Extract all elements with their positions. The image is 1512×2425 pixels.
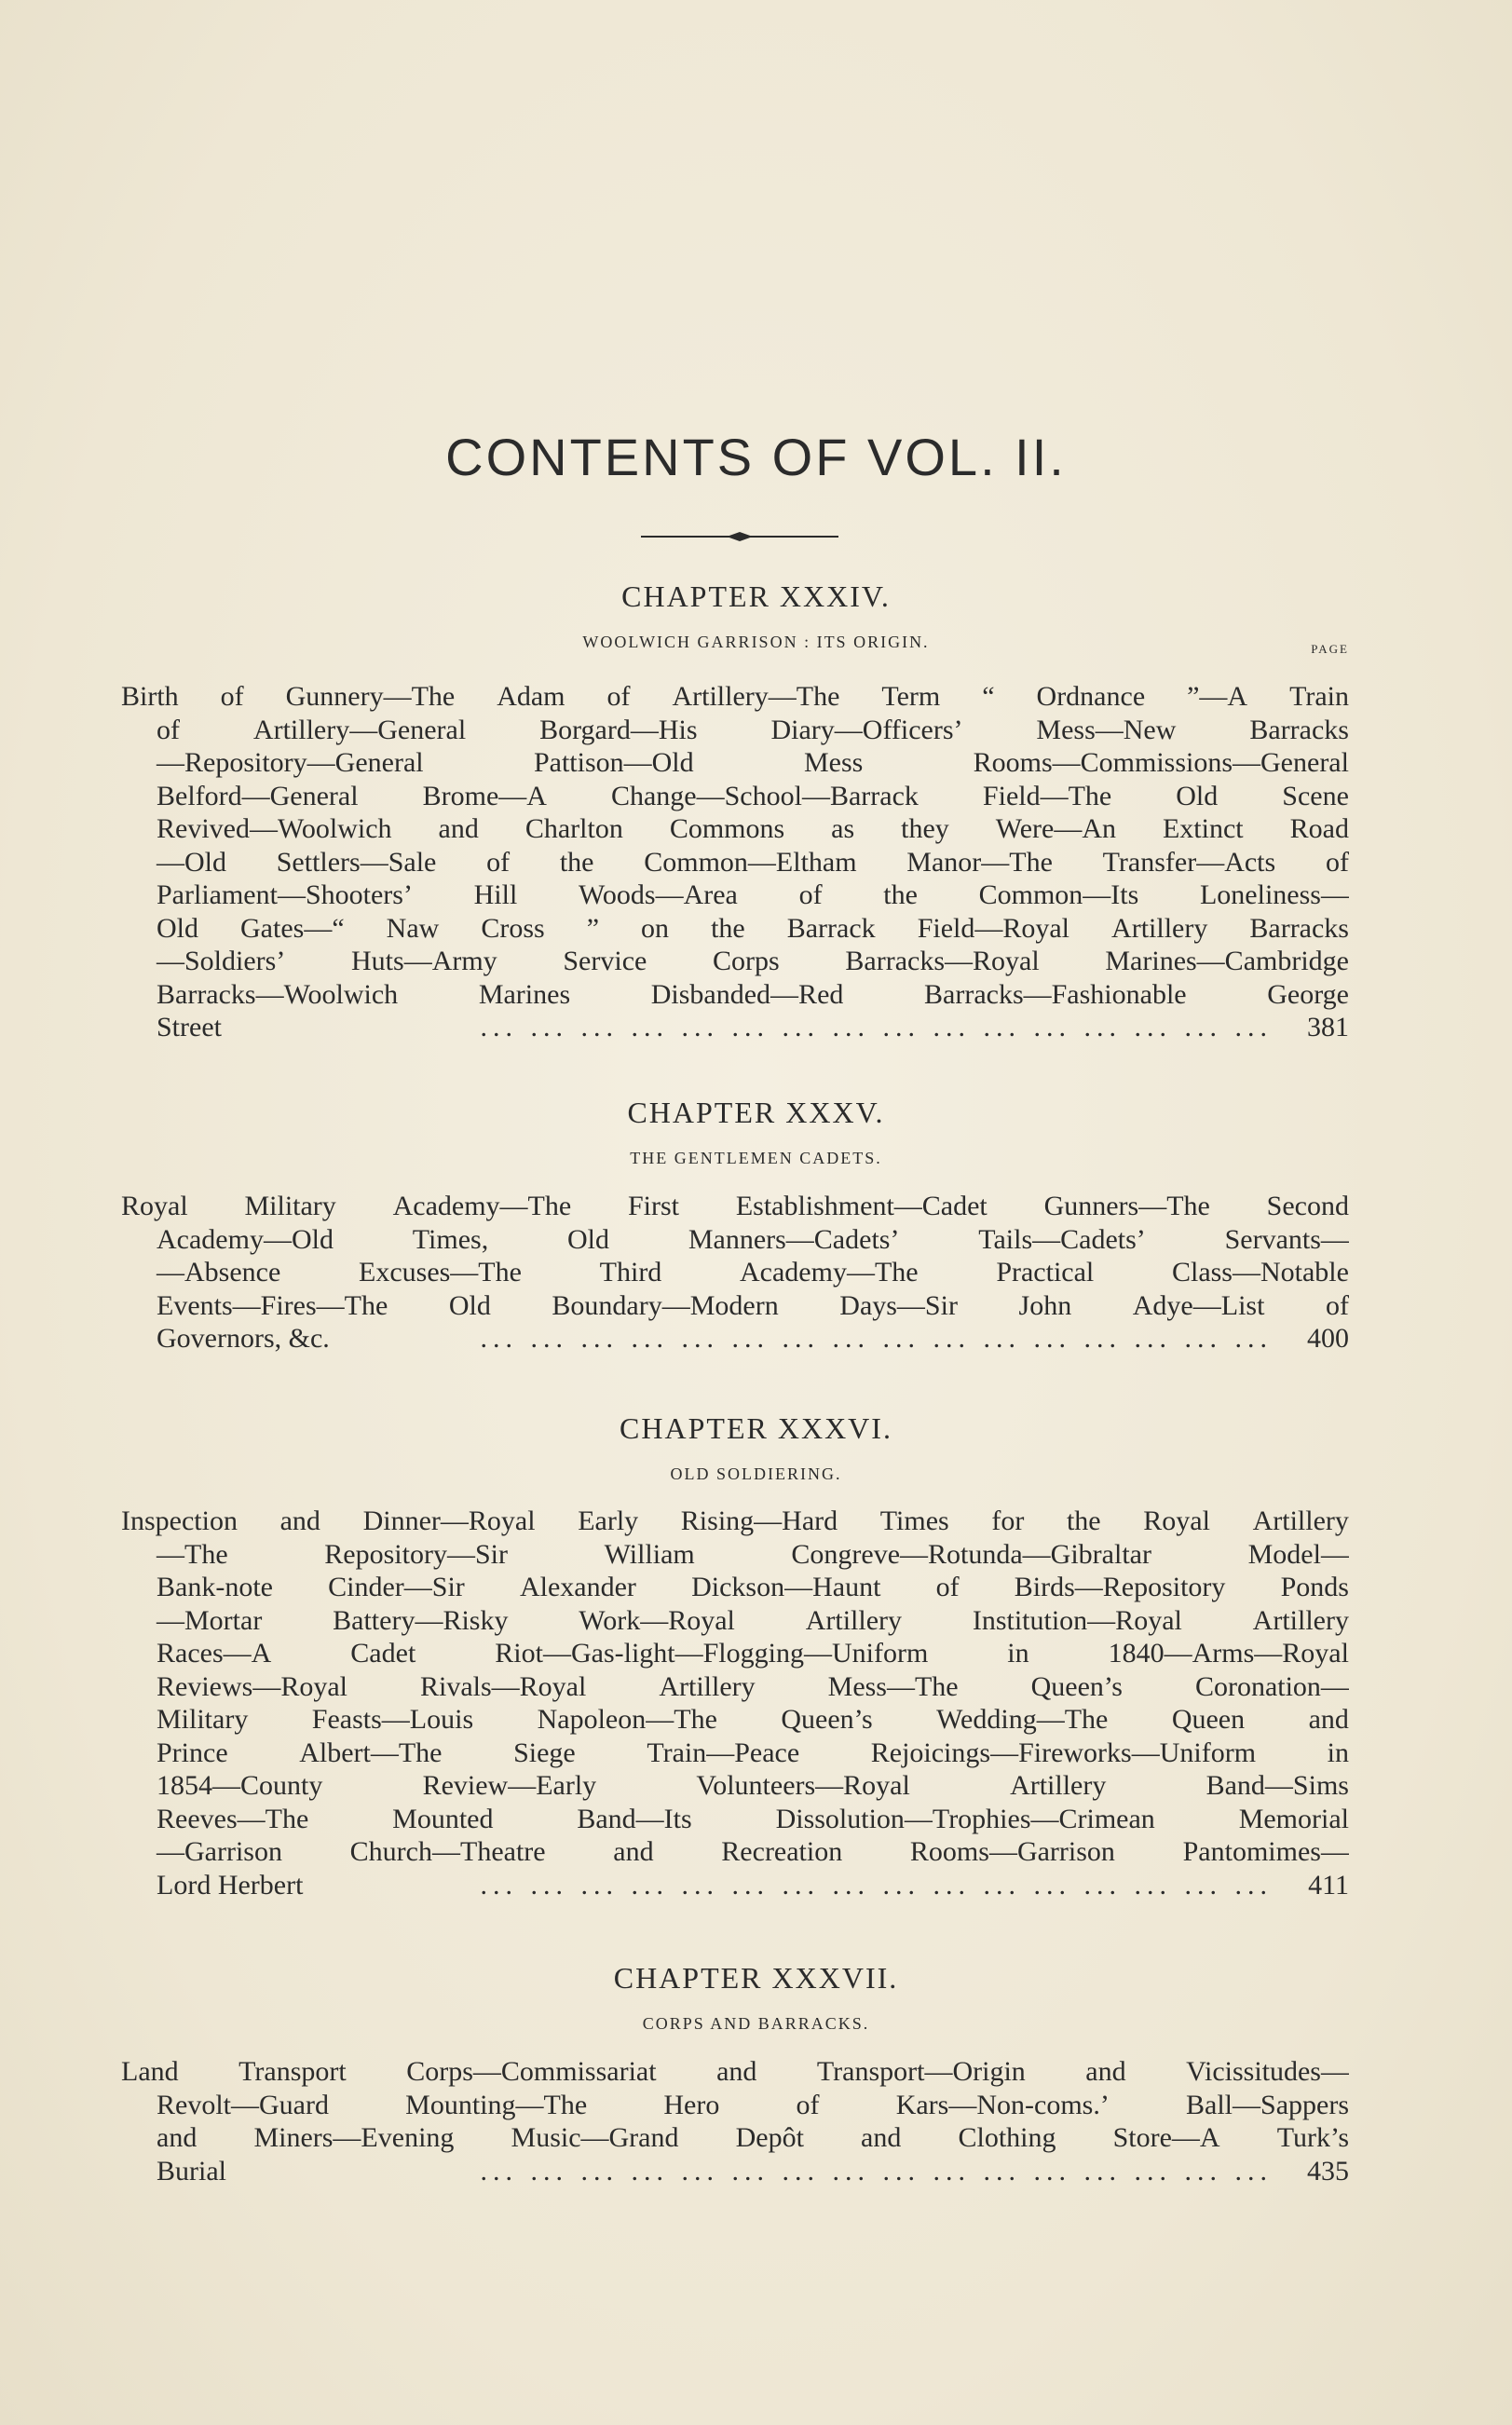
entry-word: and	[157, 2122, 198, 2153]
entry-word: Royal	[121, 1191, 188, 1221]
entry-line	[121, 1803, 1349, 1836]
entry-word: Feasts—Louis	[311, 1704, 474, 1735]
entry-word: Service	[563, 946, 647, 976]
entry-line	[121, 1571, 1349, 1604]
entry-word: Military	[244, 1191, 336, 1221]
entry-word: and	[438, 813, 479, 844]
entry-word: Parliament—Shooters’	[157, 879, 413, 910]
entry-word: Tails—Cadets’	[978, 1223, 1146, 1255]
entry-word: of	[1325, 1289, 1349, 1321]
entry-word: Gunners—The	[1043, 1191, 1210, 1221]
entry-word: Artillery	[1252, 1604, 1349, 1636]
entry-word: 1854—County	[157, 1770, 323, 1801]
entry-word: Mounting—The	[405, 2089, 588, 2120]
entry-word: Bank-note	[157, 1572, 273, 1602]
entry-word: Second	[1266, 1191, 1349, 1221]
dot-leader: ... ... ... ... ... ... ... ... ... ... ... ... ... ... ... ...	[480, 2155, 1273, 2187]
entry-last-line	[121, 1011, 1349, 1044]
entry-word: Barracks—Woolwich	[157, 978, 399, 1010]
entry-word: of	[606, 681, 631, 712]
entry-line	[121, 2121, 1349, 2155]
entry-word: Artillery	[805, 1604, 903, 1636]
entry-word: Loneliness—	[1199, 879, 1349, 910]
entry-word: Kars—Non-coms.’	[895, 2089, 1110, 2120]
entry-word: Rejoicings—Fireworks—Uniform	[870, 1737, 1257, 1768]
chapter-xxxv	[0, 1096, 1512, 1168]
entry-word: Adye—List	[1132, 1289, 1265, 1321]
entry-tail-text: Street	[157, 1012, 222, 1042]
entry-word: and	[279, 1505, 320, 1536]
entry-word: Woods—Area	[579, 879, 738, 910]
entry-word: Corps	[713, 946, 780, 976]
entry-word: Scene	[1282, 780, 1349, 811]
entry-word: Siege	[513, 1737, 576, 1768]
entry-word: Artillery—The	[672, 681, 840, 712]
entry-word: —Mortar	[157, 1604, 263, 1636]
entry-word: Settlers—Sale	[276, 846, 437, 878]
entry-word: Cadet	[350, 1638, 416, 1669]
entry-word: and	[613, 1836, 654, 1867]
entry-line	[121, 1223, 1349, 1257]
entry-word: —The	[157, 1538, 228, 1570]
entry-word: Old	[567, 1223, 610, 1255]
entry-word: Birth	[121, 681, 179, 712]
entry-word: in	[1327, 1737, 1349, 1768]
entry-word: Practical	[996, 1257, 1095, 1287]
entry-tail-text: Governors, &c.	[157, 1323, 330, 1354]
ornament-divider	[641, 531, 838, 542]
entry-word: Barracks—Royal	[845, 946, 1040, 976]
entry-word: Manor—The	[906, 846, 1053, 878]
entry-word: John	[1018, 1289, 1072, 1321]
page-number: 435	[1307, 2155, 1349, 2187]
entry-word: and	[861, 2122, 902, 2153]
entry-word: Band—Its	[577, 1803, 692, 1834]
entry-word: Queen	[1171, 1704, 1246, 1735]
entry-word: Manners—Cadets’	[688, 1223, 900, 1255]
entry-word: Royal	[1143, 1505, 1210, 1536]
entry-word: Diary—Officers’	[770, 714, 963, 745]
entry-word: Cinder—Sir	[328, 1572, 465, 1602]
entry-word: Revived—Woolwich	[157, 813, 392, 844]
chapter-xxxvi	[0, 1411, 1512, 1484]
entry-word: Were—An	[995, 813, 1116, 844]
entry-word: —Soldiers’	[157, 946, 286, 976]
entry-word: Alexander	[519, 1572, 636, 1602]
entry-word: Miners—Evening	[253, 2122, 455, 2153]
entry-word: Train	[1289, 681, 1349, 712]
entry-word: Barracks	[1249, 912, 1349, 944]
chapter-subtitle: OLD SOLDIERING.	[670, 1465, 842, 1483]
entry-word: Vicissitudes—	[1186, 2056, 1349, 2087]
entry-word: Mess—New	[1036, 714, 1177, 745]
entry-word: Change—School—Barrack	[610, 780, 919, 811]
entry-word: Charlton	[524, 813, 623, 844]
entry-word: Music—Grand	[511, 2122, 679, 2153]
entry-word: Belford—General	[157, 780, 359, 811]
entry-word: Early	[578, 1505, 639, 1536]
entry-word: as	[831, 813, 855, 844]
entry-word: the	[559, 846, 594, 878]
entry-word: Reviews—Royal	[157, 1670, 347, 1702]
entry-word: Inspection	[121, 1505, 238, 1536]
chapter-subtitle	[0, 633, 1512, 656]
entry-word: Dickson—Haunt	[691, 1572, 881, 1602]
entry-word: Model—	[1247, 1538, 1349, 1570]
entry-word: Transfer—Acts	[1102, 846, 1276, 878]
entry-word: Transport—Origin	[816, 2056, 1026, 2087]
chapter-xxxiv	[0, 579, 1512, 656]
chapter-number: CHAPTER XXXVII.	[613, 1961, 899, 1995]
entry-line	[121, 2089, 1349, 2122]
entry-word: Clothing	[958, 2122, 1056, 2153]
entry-line	[121, 1538, 1349, 1572]
entry-word: Work—Royal	[579, 1604, 735, 1636]
entry-line	[121, 780, 1349, 813]
entry-word: —Repository—General	[157, 747, 424, 778]
entry-word: for	[991, 1505, 1025, 1536]
entry-word: Gates—“	[240, 912, 345, 944]
entry-word: Old	[157, 912, 198, 944]
entry-word: Brome—A	[422, 780, 547, 811]
entry-word: Military	[157, 1704, 249, 1735]
entry-word: Corps—Commissariat	[406, 2056, 657, 2087]
entry-word: Ordnance	[1036, 681, 1146, 712]
entry-word: Napoleon—The	[537, 1704, 717, 1735]
entry-line	[121, 978, 1349, 1012]
entry-word: Road	[1289, 813, 1349, 844]
entry-word: Land	[121, 2056, 179, 2087]
chapter-entry	[121, 2055, 1349, 2187]
entry-word: Dissolution—Trophies—Crimean	[775, 1803, 1155, 1834]
entry-word: Train—Peace	[647, 1737, 800, 1768]
entry-line	[121, 2055, 1349, 2089]
entry-word: Rivals—Royal	[419, 1670, 587, 1702]
entry-word: Field—The	[982, 780, 1112, 811]
entry-word: Ponds	[1280, 1572, 1349, 1602]
entry-word: Rooms—Commissions—General	[973, 747, 1349, 778]
entry-line	[121, 1769, 1349, 1803]
entry-line	[121, 1835, 1349, 1869]
entry-word: Academy—The	[740, 1257, 919, 1287]
entry-word: of	[486, 846, 511, 878]
entry-word: Days—Sir	[839, 1289, 958, 1321]
entry-line	[121, 714, 1349, 747]
entry-word: Hill	[473, 879, 518, 910]
entry-word: of	[935, 1572, 960, 1602]
entry-word: Revolt—Guard	[157, 2089, 329, 2120]
entry-word: of	[157, 714, 180, 745]
entry-word: “	[982, 681, 995, 712]
entry-word: Academy—The	[392, 1191, 572, 1221]
entry-line	[121, 812, 1349, 846]
entry-word: Races—A	[157, 1638, 272, 1669]
entry-word: Barracks	[1249, 714, 1349, 745]
page-title: CONTENTS OF VOL. II.	[445, 428, 1067, 486]
entry-word: the	[711, 912, 745, 944]
entry-line	[121, 1505, 1349, 1538]
entry-word: Coronation—	[1194, 1670, 1349, 1702]
dot-leader: ... ... ... ... ... ... ... ... ... ... ... ... ... ... ... ...	[480, 1869, 1273, 1900]
entry-word: Pattison—Old	[533, 747, 694, 778]
entry-word: Establishment—Cadet	[735, 1191, 988, 1221]
entry-word: Congreve—Rotunda—Gibraltar	[791, 1538, 1151, 1570]
entry-word: Ball—Sappers	[1186, 2089, 1349, 2120]
entry-line	[121, 1737, 1349, 1770]
entry-word: Class—Notable	[1171, 1257, 1349, 1287]
entry-word: Cross	[481, 912, 545, 944]
entry-word: —Absence	[157, 1257, 281, 1287]
entry-word: Artillery	[1252, 1505, 1349, 1536]
entry-word: Artillery—General	[252, 714, 467, 745]
entry-last-line	[121, 1869, 1349, 1902]
chapter-entry	[121, 1190, 1349, 1356]
entry-word: Servants—	[1224, 1223, 1349, 1255]
entry-tail-text: Lord Herbert	[157, 1869, 304, 1900]
entry-word: Extinct	[1162, 813, 1244, 844]
entry-line	[121, 1670, 1349, 1704]
entry-word: and	[1308, 1704, 1349, 1735]
chapter-entry	[121, 680, 1349, 1044]
entry-line	[121, 1289, 1349, 1323]
entry-word: Commons	[669, 813, 785, 844]
entry-line	[121, 879, 1349, 912]
entry-word: Times,	[412, 1223, 489, 1255]
entry-word: of	[796, 2089, 820, 2120]
entry-word: Mess	[803, 747, 864, 778]
entry-word: Band—Sims	[1206, 1770, 1349, 1801]
entry-word: Prince	[157, 1737, 228, 1768]
entry-word: Term	[881, 681, 941, 712]
entry-word: Excuses—The	[359, 1257, 522, 1287]
entry-line	[121, 1604, 1349, 1638]
entry-word: First	[627, 1191, 680, 1221]
page-number: 400	[1307, 1323, 1349, 1354]
entry-line	[121, 1256, 1349, 1289]
entry-word: Old	[448, 1289, 491, 1321]
entry-word: —Old	[157, 846, 226, 878]
chapter-subtitle: CORPS AND BARRACKS.	[642, 2014, 870, 2033]
entry-word: 1840—Arms—Royal	[1108, 1638, 1349, 1669]
entry-word: Old	[1176, 780, 1219, 811]
entry-word: Boundary—Modern	[552, 1289, 779, 1321]
entry-line	[121, 846, 1349, 879]
entry-line	[121, 746, 1349, 780]
entry-word: Barracks—Fashionable	[924, 978, 1187, 1010]
entry-word: Artillery	[659, 1670, 756, 1702]
chapter-subtitle: THE GENTLEMEN CADETS.	[630, 1149, 882, 1167]
entry-word: Adam	[497, 681, 565, 712]
entry-line	[121, 1190, 1349, 1223]
entry-word: Depôt	[735, 2122, 804, 2153]
entry-word: Queen’s	[781, 1704, 873, 1735]
entry-word: Hero	[663, 2089, 720, 2120]
entry-word: Volunteers—Royal	[696, 1770, 910, 1801]
entry-word: and	[1085, 2056, 1126, 2087]
entry-word: Field—Royal	[917, 912, 1070, 944]
chapter-number: CHAPTER XXXIV.	[621, 579, 891, 613]
entry-word: Recreation	[721, 1836, 843, 1867]
entry-word: on	[641, 912, 670, 944]
entry-word: Store—A	[1112, 2122, 1220, 2153]
entry-word: the	[1066, 1505, 1101, 1536]
entry-word: —Garrison	[157, 1836, 282, 1867]
entry-word: Transport	[238, 2056, 347, 2087]
entry-last-line	[121, 1322, 1349, 1356]
entry-word: Reeves—The	[157, 1803, 309, 1834]
entry-tail-text: Burial	[157, 2155, 226, 2187]
entry-word: Memorial	[1238, 1803, 1349, 1834]
dot-leader: ... ... ... ... ... ... ... ... ... ... ... ... ... ... ... ...	[480, 1012, 1273, 1042]
entry-word: Marines—Cambridge	[1105, 946, 1349, 976]
entry-last-line	[121, 2155, 1349, 2188]
entry-word: Artillery	[1010, 1770, 1107, 1801]
entry-word: William	[604, 1538, 695, 1570]
entry-word: of	[220, 681, 244, 712]
entry-line	[121, 912, 1349, 946]
entry-word: Times	[879, 1505, 949, 1536]
entry-word: Battery—Risky	[333, 1604, 509, 1636]
entry-line	[121, 1703, 1349, 1737]
entry-line	[121, 1637, 1349, 1670]
entry-word: in	[1007, 1638, 1029, 1669]
entry-word: they	[901, 813, 949, 844]
entry-word: Gunnery—The	[285, 681, 456, 712]
entry-word: Wedding—The	[936, 1704, 1109, 1735]
entry-word: Mess—The	[827, 1670, 959, 1702]
entry-word: the	[883, 879, 918, 910]
entry-word: Repository—Sir	[324, 1538, 508, 1570]
entry-line	[121, 945, 1349, 978]
entry-word: Albert—The	[299, 1737, 443, 1768]
entry-word: of	[1325, 846, 1349, 878]
entry-word: Queen’s	[1030, 1670, 1123, 1702]
chapter-number: CHAPTER XXXV.	[627, 1096, 885, 1129]
entry-word: Common—Eltham	[644, 846, 857, 878]
entry-word: Barrack	[786, 912, 876, 944]
entry-word: Review—Early	[422, 1770, 597, 1801]
page-number: 381	[1307, 1012, 1349, 1042]
entry-word: Naw	[386, 912, 440, 944]
entry-word: Institution—Royal	[972, 1604, 1182, 1636]
dot-leader: ... ... ... ... ... ... ... ... ... ... ... ... ... ... ... ...	[480, 1323, 1273, 1354]
entry-word: Pantomimes—	[1182, 1836, 1349, 1867]
entry-word: Marines	[478, 978, 571, 1010]
entry-word: Rising—Hard	[680, 1505, 838, 1536]
entry-word: ”—A	[1187, 681, 1248, 712]
entry-word: Disbanded—Red	[650, 978, 844, 1010]
entry-word: George	[1267, 978, 1349, 1010]
entry-word: Third	[599, 1257, 662, 1287]
page-column-header: PAGE	[1311, 642, 1349, 656]
entry-word: Huts—Army	[351, 946, 497, 976]
entry-word: Artillery	[1111, 912, 1208, 944]
entry-word: ”	[586, 912, 600, 944]
entry-word: Mounted	[392, 1803, 494, 1834]
chapter-subtitle-text: WOOLWICH GARRISON : ITS ORIGIN.	[582, 633, 930, 651]
chapter-xxxvii	[0, 1961, 1512, 2034]
entry-word: Events—Fires—The	[157, 1289, 388, 1321]
entry-word: Riot—Gas-light—Flogging—Uniform	[495, 1638, 929, 1669]
entry-word: of	[798, 879, 823, 910]
entry-word: Turk’s	[1276, 2122, 1349, 2153]
page-number: 411	[1308, 1869, 1349, 1900]
entry-word: Church—Theatre	[349, 1836, 546, 1867]
chapter-number: CHAPTER XXXVI.	[620, 1411, 892, 1445]
entry-word: Birds—Repository	[1014, 1572, 1226, 1602]
entry-word: Dinner—Royal	[362, 1505, 536, 1536]
entry-word: Common—Its	[978, 879, 1139, 910]
entry-word: Rooms—Garrison	[909, 1836, 1115, 1867]
entry-line	[121, 680, 1349, 714]
entry-word: Academy—Old	[157, 1223, 334, 1255]
entry-word: Borgard—His	[539, 714, 698, 745]
entry-word: and	[716, 2056, 757, 2087]
chapter-entry	[121, 1505, 1349, 1901]
